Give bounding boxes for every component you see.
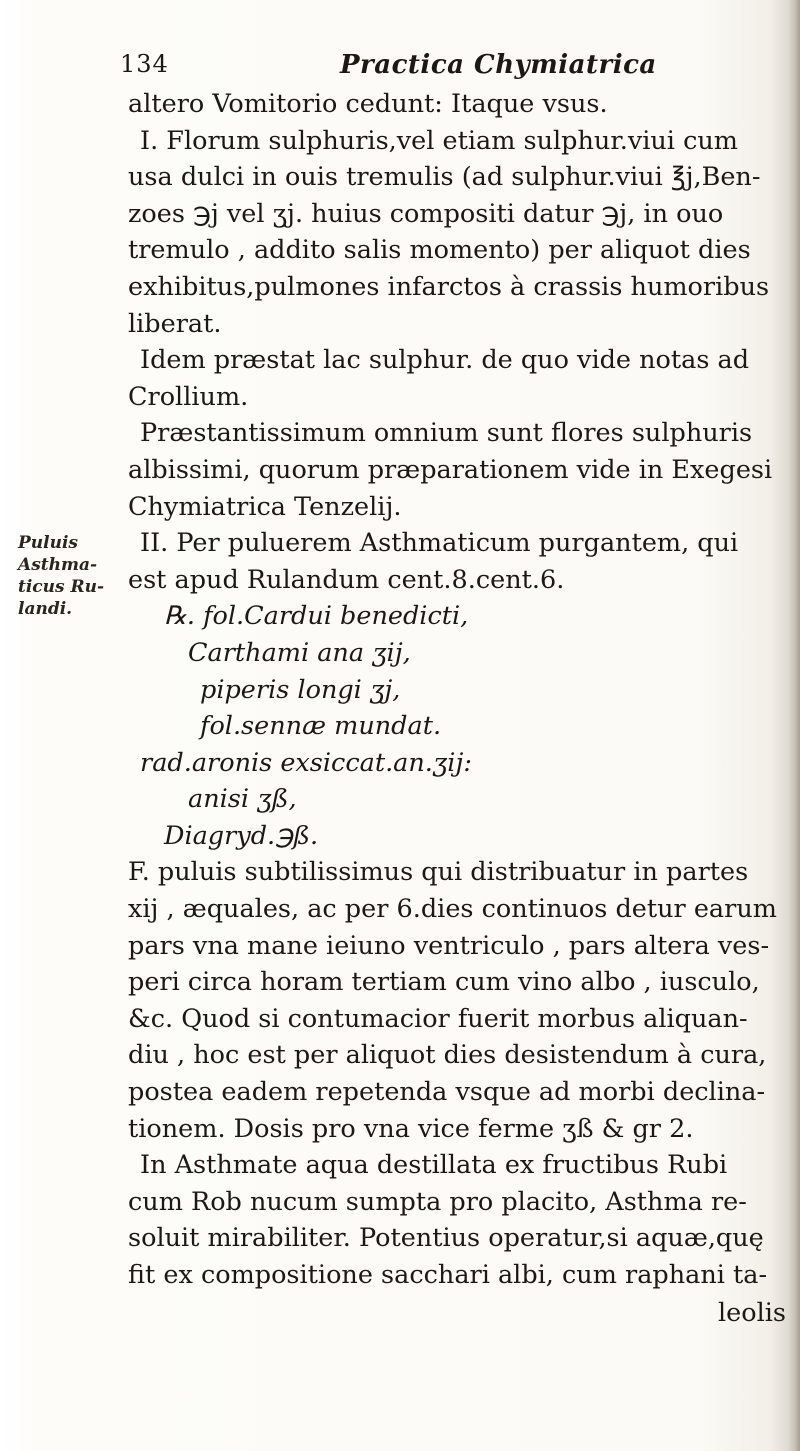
running-head: [120, 50, 680, 90]
text-line: liberat.: [128, 308, 222, 339]
recipe-line: rad.aronis exsiccat.an.ʒij:: [140, 747, 472, 778]
text-line: cum Rob nucum sumpta pro placito, Asthma re-: [128, 1186, 747, 1217]
text-line: In Asthmate aqua destillata ex fructibus Rubi: [140, 1150, 728, 1181]
text-line: pars vna mane ieiuno ventriculo , pars altera ves-: [128, 930, 770, 961]
text-line: zoes ℈j vel ʒj. huius compositi datur ℈j, in ouo: [128, 198, 724, 229]
margin-note-line: landi.: [18, 599, 73, 619]
margin-note-line: Asthma-: [18, 555, 98, 575]
text-line: Chymiatrica Tenzelij.: [128, 491, 402, 522]
running-title: Practica Chymiatrica: [340, 50, 657, 80]
text-line: est apud Rulandum cent.8.cent.6.: [128, 564, 565, 595]
text-line: xij , æquales, ac per 6.dies continuos detur earum: [128, 894, 777, 925]
text-line: II. Per puluerem Asthmaticum purgantem, qui: [140, 528, 739, 559]
recipe-line: ℞. fol.Cardui benedicti,: [164, 601, 469, 632]
recipe-line: Diagryd.℈ß.: [164, 820, 319, 851]
recipe-line: anisi ʒß,: [188, 784, 297, 815]
text-line: fit ex compositione sacchari albi, cum raphani ta-: [128, 1260, 768, 1290]
page-edge-shadow: [788, 0, 800, 1451]
margin-note: [18, 532, 118, 620]
text-line: altero Vomitorio cedunt: Itaque vsus.: [128, 89, 608, 119]
text-line: exhibitus,pulmones infarctos à crassis humoribus: [128, 271, 770, 302]
text-line: postea eadem repetenda vsque ad morbi declina-: [128, 1077, 766, 1108]
text-line: I. Florum sulphuris,vel etiam sulphur.viui cum: [140, 125, 738, 156]
recipe-line: fol.sennæ mundat.: [200, 711, 442, 742]
recipe-line: piperis longi ʒj,: [200, 674, 401, 705]
page-number: 134: [120, 50, 169, 78]
text-line: Præstantissimum omnium sunt flores sulphuris: [140, 418, 753, 449]
text-line: tionem. Dosis pro vna vice ferme ʒß & gr 2.: [128, 1113, 694, 1144]
text-line: soluit mirabiliter. Potentius operatur,si aquæ,quę: [128, 1223, 764, 1254]
body-text: [128, 86, 777, 1294]
text-line: diu , hoc est per aliquot dies desistendum à cura,: [128, 1040, 767, 1071]
text-line: usa dulci in ouis tremulis (ad sulphur.viui ℥j,Ben-: [128, 162, 761, 193]
recipe-line: Carthami ana ʒij,: [188, 637, 411, 668]
text-line: peri circa horam tertiam cum vino albo , iusculo,: [128, 967, 760, 998]
text-line: albissimi, quorum præparationem vide in Exegesi: [128, 454, 773, 485]
text-line: Crollium.: [128, 381, 249, 412]
text-line: F. puluis subtilissimus qui distribuatur in partes: [128, 857, 749, 888]
text-line: tremulo , addito salis momento) per aliquot dies: [128, 235, 751, 266]
text-line: &c. Quod si contumacior fuerit morbus aliquan-: [128, 1003, 748, 1034]
text-line: Idem præstat lac sulphur. de quo vide notas ad: [140, 345, 750, 376]
catchword: leolis: [718, 1298, 786, 1328]
margin-note-line: Puluis: [18, 533, 78, 553]
margin-note-line: ticus Ru-: [18, 577, 105, 597]
